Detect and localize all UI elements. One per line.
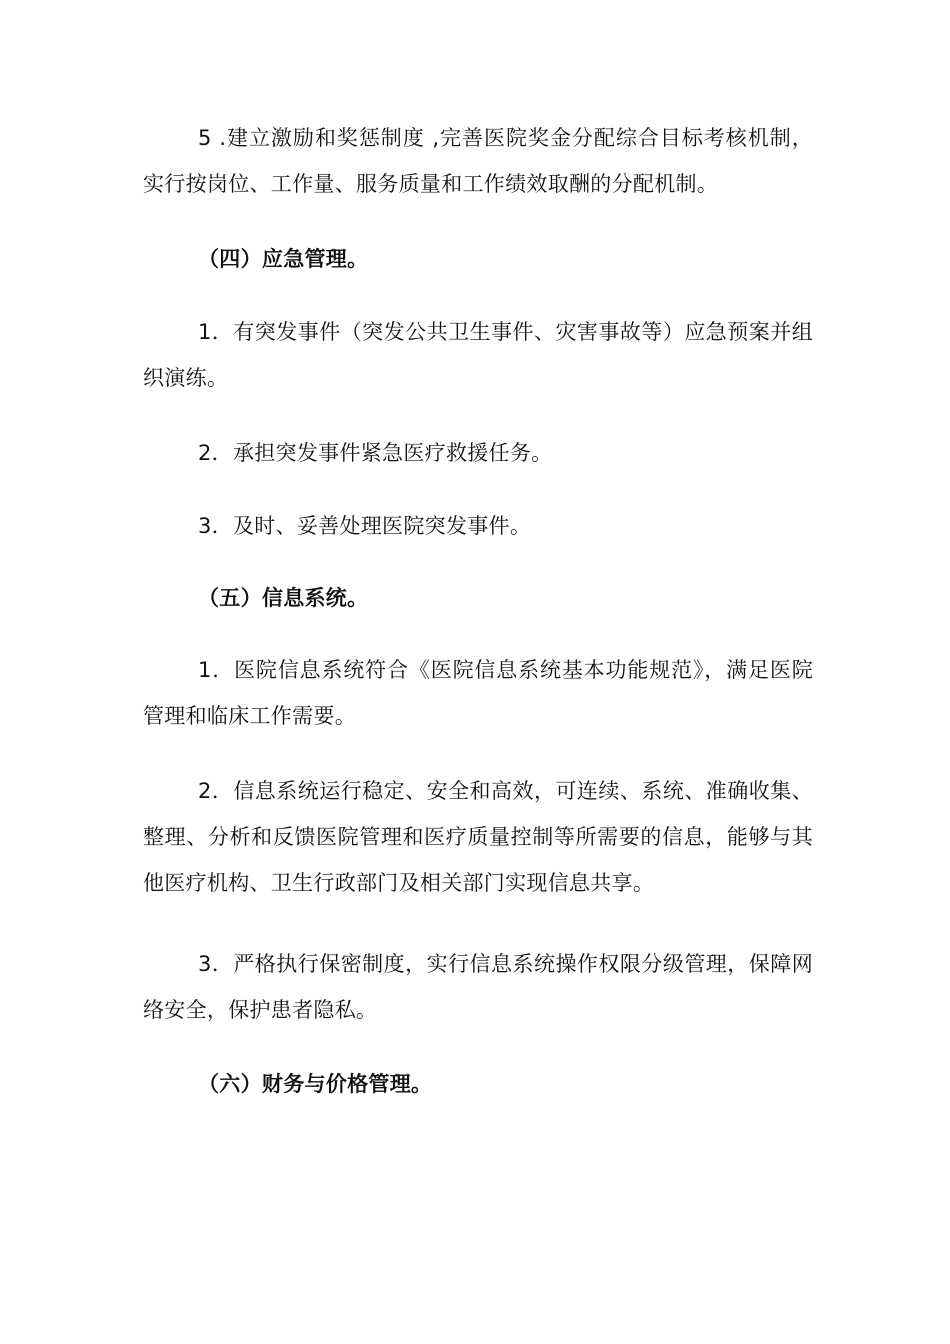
paragraph-handle-incidents: 3．及时、妥善处理医院突发事件。	[198, 514, 532, 538]
heading-finance-price-management: （六）财务与价格管理。	[198, 1072, 433, 1096]
paragraph-emergency-rescue: 2．承担突发事件紧急医疗救援任务。	[198, 441, 553, 465]
heading-information-system: （五）信息系统。	[198, 586, 369, 610]
paragraph-emergency-plan: 1．有突发事件（突发公共卫生事件、灾害事故等）应急预案并组织演练。	[143, 320, 813, 390]
heading-emergency-management: （四）应急管理。	[198, 247, 369, 271]
paragraph-system-operation: 2．信息系统运行稳定、安全和高效，可连续、系统、准确收集、整理、分析和反馈医院管理和医疗质量控制等所需要的信息，能够与其他医疗机构、卫生行政部门及相关部门实现信息共享。	[143, 779, 813, 895]
paragraph-his-standard: 1．医院信息系统符合《医院信息系统基本功能规范》，满足医院管理和临床工作需要。	[143, 658, 813, 728]
paragraph-incentive-system: 5 .建立激励和奖惩制度 ,完善医院奖金分配综合目标考核机制，实行按岗位、工作量、服务质量和工作绩效取酬的分配机制。	[143, 126, 813, 196]
paragraph-confidentiality: 3．严格执行保密制度，实行信息系统操作权限分级管理，保障网络安全，保护患者隐私。	[143, 952, 813, 1022]
